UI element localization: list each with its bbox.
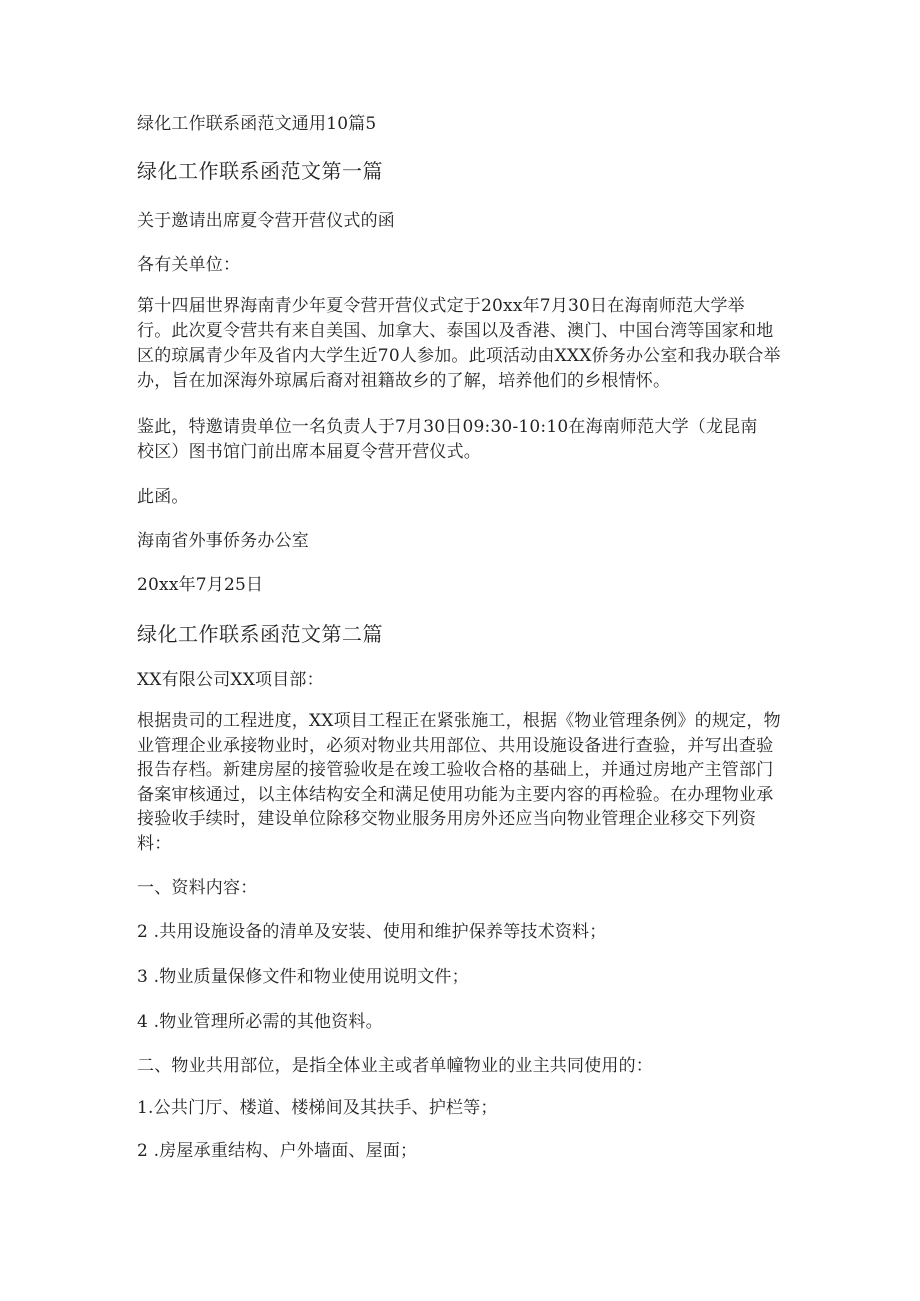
list-1-item: 4 .物业管理所必需的其他资料。 — [137, 1012, 383, 1032]
paragraph-line: 行。此次夏令营共有来自美国、加拿大、泰国以及香港、澳门、中国台湾等国家和地 — [137, 321, 774, 341]
letter-1-salutation: 各有关单位： — [137, 255, 241, 275]
list-2-item: 2 .房屋承重结构、户外墙面、屋面； — [137, 1141, 418, 1161]
section-2-heading: 绿化工作联系函范文第二篇 — [137, 622, 383, 646]
letter-1-signature: 海南省外事侨务办公室 — [137, 531, 309, 551]
paragraph-line: 备案审核通过，以主体结构安全和满足使用功能为主要内容的再检验。在办理物业承 — [137, 784, 774, 805]
section-1-heading: 绿化工作联系函范文第一篇 — [137, 159, 383, 183]
letter-1-closing: 此函。 — [137, 487, 189, 507]
paragraph-line: 校区）图书馆门前出席本届夏令营开营仪式。 — [137, 442, 481, 462]
list-2-title: 二、物业共用部位，是指全体业主或者单幢物业的业主共同使用的： — [137, 1056, 653, 1076]
paragraph-line: 业管理企业承接物业时，必须对物业共用部位、共用设施设备进行查验，并写出查验 — [137, 735, 774, 756]
letter-1-invitation-paragraph — [137, 415, 758, 465]
list-1-title: 一、资料内容： — [137, 878, 258, 898]
paragraph-line: 第十四届世界海南青少年夏令营开营仪式定于20xx年7月30日在海南师范大学举 — [137, 296, 745, 316]
list-2-item: 1.公共门厅、楼道、楼梯间及其扶手、护栏等； — [137, 1098, 498, 1118]
letter-1-title: 关于邀请出席夏令营开营仪式的函 — [137, 211, 395, 231]
paragraph-line: 鉴此，特邀请贵单位一名负责人于7月30日09:30-10:10在海南师范大学（龙昆南 — [137, 417, 758, 437]
paragraph-line: 区的琼属青少年及省内大学生近70人参加。此项活动由XXX侨务办公室和我办联合举 — [137, 346, 781, 366]
paragraph-line: 接验收手续时，建设单位除移交物业服务用房外还应当向物业管理企业移交下列资 — [137, 809, 757, 830]
list-1-item: 2 .共用设施设备的清单及安装、使用和维护保养等技术资料； — [137, 922, 607, 942]
letter-1-date: 20xx年7月25日 — [137, 575, 264, 595]
paragraph-line: 办，旨在加深海外琼属后裔对祖籍故乡的了解，培养他们的乡根情怀。 — [137, 371, 671, 391]
paragraph-line: 报告存档。新建房屋的接管验收是在竣工验收合格的基础上，并通过房地产主管部门 — [137, 760, 774, 781]
list-1-item: 3 .物业质量保修文件和物业使用说明文件； — [137, 967, 469, 987]
letter-2-body-paragraph — [137, 709, 781, 857]
paragraph-line: 根据贵司的工程进度，XX项目工程正在紧张施工，根据《物业管理条例》的规定，物 — [137, 711, 781, 731]
paragraph-line: 料： — [137, 833, 172, 854]
document-title: 绿化工作联系函范文通用10篇5 — [137, 114, 377, 134]
letter-1-body-paragraph — [137, 294, 781, 394]
letter-2-salutation: XX有限公司XX项目部： — [137, 670, 324, 690]
